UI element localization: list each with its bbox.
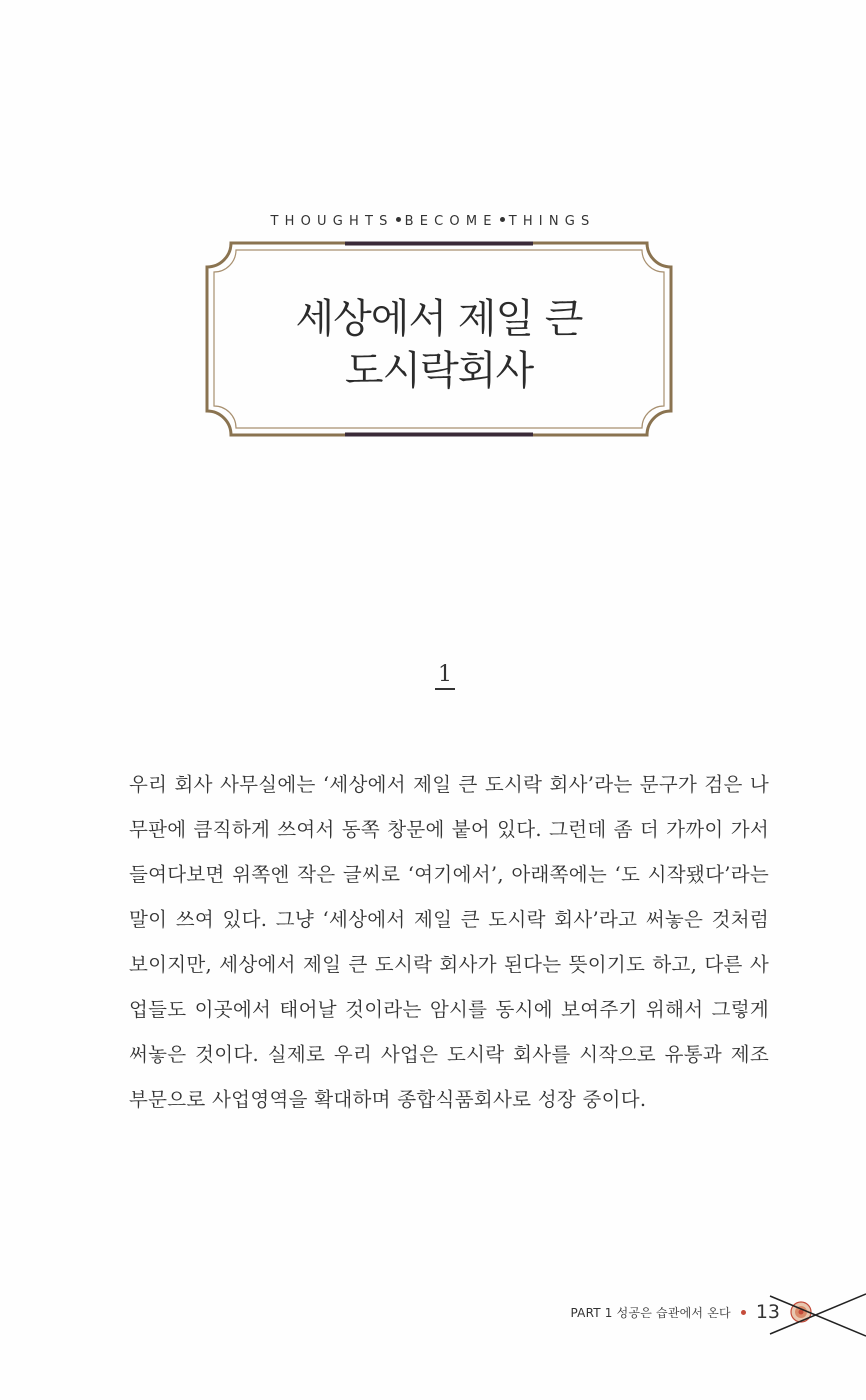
page-number: 13 — [755, 1301, 780, 1323]
decorative-cross-lines-icon — [760, 1290, 866, 1338]
running-footer-part-label: PART 1 성공은 습관에서 온다 — [570, 1305, 731, 1320]
series-word-3: THINGS — [508, 214, 596, 229]
series-word-1: THOUGHTS — [270, 214, 394, 229]
chapter-title-line-1: 세상에서 제일 큰 — [295, 296, 583, 342]
chapter-title — [205, 293, 673, 397]
footer-dot-icon — [741, 1310, 746, 1315]
section-number — [0, 662, 866, 690]
section-number-text: 1 — [435, 662, 455, 690]
separator-dot-icon — [396, 217, 401, 222]
series-word-2: BECOME — [404, 214, 498, 229]
body-paragraph: 우리 회사 사무실에는 ‘세상에서 제일 큰 도시락 회사’라는 문구가 검은 나무판에 큼직하게 쓰여서 동쪽 창문에 붙어 있다. 그런데 좀 더 가까이 가서 들여다보면 위쪽엔 작은 글씨로 ‘여기에서’, 아래쪽에는 ‘도 시작됐다’라는 말이 쓰여 있다. 그냥 ‘세상에서 제일 큰 도시락 회사’라고 써놓은 것처럼 보이지만, 세상에서 제일 큰 도시락 회사가 된다는 뜻이기도 하고, 다른 사업들도 이곳에서 태어날 것이라는 암시를 동시에 보여주기 위해서 그렇게 써놓은 것이다. 실제로 우리 사업은 도시락 회사를 시작으로 유통과 제조 부문으로 사업영역을 확대하며 종합식품회사로 성장 중이다. — [129, 773, 769, 1111]
series-label — [0, 214, 866, 229]
chapter-title-line-2: 도시락회사 — [344, 348, 534, 394]
chapter-title-frame — [205, 241, 673, 437]
separator-dot-icon — [500, 217, 505, 222]
